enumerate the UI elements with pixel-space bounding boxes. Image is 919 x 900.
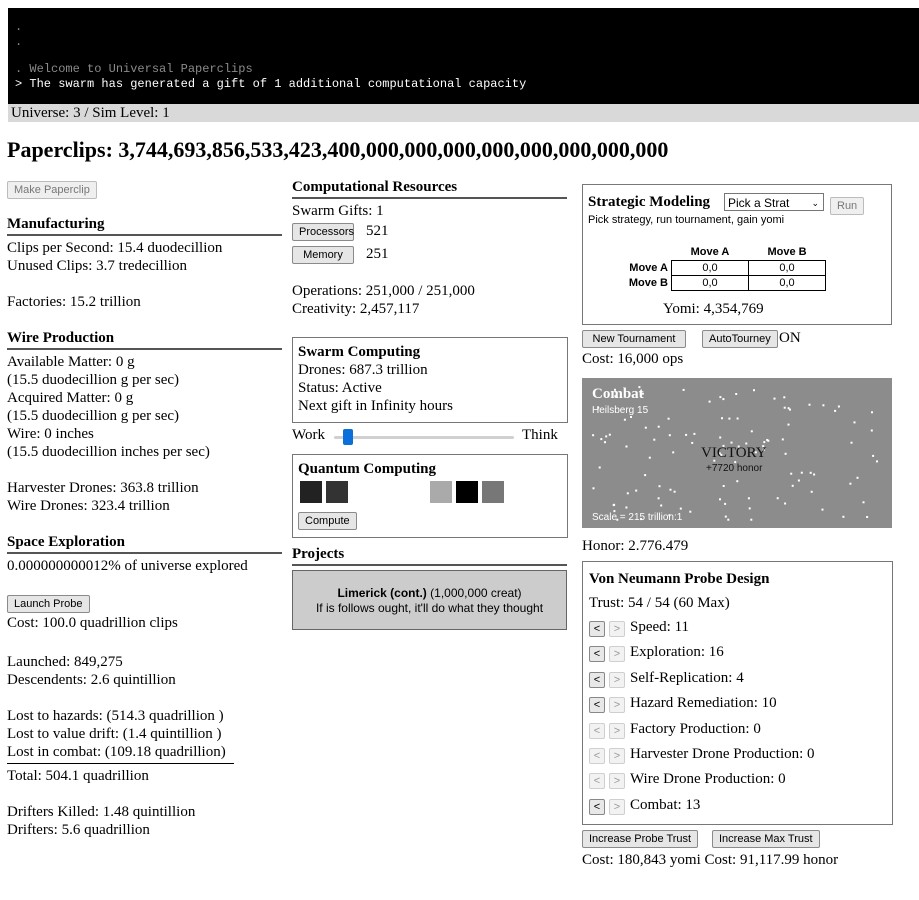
probe-stat-label: Wire Drone Production: 0 (630, 771, 786, 787)
lost-in-combat: Lost in combat: (109.18 quadrillion) (7, 744, 226, 760)
payoff-cell: 0,0 (672, 276, 749, 291)
combat-ship-dot (751, 430, 753, 432)
combat-ship-dot (719, 437, 721, 439)
combat-ship-dot (809, 404, 811, 406)
universe-bar (8, 104, 919, 122)
move-a-header: Move A (690, 246, 730, 258)
creativity: Creativity: 2,457,117 (292, 301, 420, 317)
combat-ship-dot (592, 434, 594, 436)
quantum-chip (300, 481, 322, 503)
combat-ship-dot (774, 398, 776, 400)
clips-per-second: Clips per Second: 15.4 duodecillion (7, 240, 223, 256)
combat-ship-dot (801, 472, 803, 474)
autotourney-state: ON (779, 330, 801, 346)
strategic-subtitle: Pick strategy, run tournament, gain yomi (588, 214, 785, 226)
universe-label: Universe: 3 / Sim Level: 1 (11, 105, 170, 121)
combat-ship-dot (792, 485, 794, 487)
increase-stat-button[interactable]: > (609, 672, 625, 688)
combat-ship-dot (645, 427, 647, 429)
probe-stat-label: Harvester Drone Production: 0 (630, 746, 815, 762)
project-cost: (1,000,000 creat) (430, 586, 522, 600)
swarm-computing-title: Swarm Computing (298, 344, 421, 360)
combat-ship-dot (613, 504, 615, 506)
combat-ship-dot (721, 417, 723, 419)
quantum-chip (456, 481, 478, 503)
combat-ship-dot (783, 396, 785, 398)
combat-ship-dot (788, 424, 790, 426)
chevron-down-icon: ⌄ (811, 198, 819, 208)
combat-ship-dot (691, 442, 693, 444)
available-matter: Available Matter: 0 g (7, 354, 135, 370)
combat-ship-dot (659, 485, 661, 487)
combat-ship-dot (600, 438, 602, 440)
combat-ship-dot (842, 516, 844, 518)
decrease-stat-button[interactable]: < (589, 723, 605, 739)
divider (292, 564, 567, 566)
autotourney-button[interactable]: AutoTourney (702, 330, 778, 348)
combat-ship-dot (723, 485, 725, 487)
combat-ship-dot (728, 418, 730, 420)
probe-design-title: Von Neumann Probe Design (589, 571, 770, 587)
launch-probe-button[interactable]: Launch Probe (7, 595, 90, 613)
combat-ship-dot (649, 457, 651, 459)
combat-result: VICTORY (701, 445, 767, 461)
combat-ship-dot (798, 480, 800, 482)
combat-ship-dot (693, 433, 695, 435)
combat-ship-dot (625, 507, 627, 509)
new-tournament-button[interactable]: New Tournament (582, 330, 686, 348)
decrease-stat-button[interactable]: < (589, 697, 605, 713)
divider (7, 348, 282, 350)
probe-cost: Cost: 100.0 quadrillion clips (7, 615, 178, 631)
decrease-stat-button[interactable]: < (589, 773, 605, 789)
payoff-row-label: Move B (628, 277, 668, 289)
combat-ship-dot (789, 409, 791, 411)
combat-ship-dot (722, 398, 724, 400)
combat-ship-dot (784, 407, 786, 409)
combat-ship-dot (753, 389, 755, 391)
combat-ship-dot (599, 467, 601, 469)
combat-ship-dot (660, 505, 662, 507)
combat-ship-dot (866, 516, 868, 518)
combat-ship-dot (685, 434, 687, 436)
console-log (8, 8, 919, 104)
strategy-select-value: Pick a Strat (728, 196, 790, 210)
increase-max-trust-button[interactable]: Increase Max Trust (712, 830, 820, 848)
slider-thumb[interactable] (343, 429, 353, 445)
swarm-status: Status: Active (298, 380, 382, 396)
combat-ship-dot (626, 446, 628, 448)
wire-production-title: Wire Production (7, 330, 115, 346)
quantum-chip (482, 481, 504, 503)
acquired-matter: Acquired Matter: 0 g (7, 390, 134, 406)
combat-ship-dot (683, 389, 685, 391)
wire-amount: Wire: 0 inches (7, 426, 94, 442)
lost-to-hazards: Lost to hazards: (514.3 quadrillion ) (7, 708, 224, 724)
unused-clips: Unused Clips: 3.7 tredecillion (7, 258, 187, 274)
combat-ship-dot (872, 455, 874, 457)
decrease-stat-button[interactable]: < (589, 621, 605, 637)
combat-ship-dot (813, 474, 815, 476)
wire-rate: (15.5 duodecillion inches per sec) (7, 444, 210, 460)
think-label: Think (522, 427, 558, 443)
harvester-drones: Harvester Drones: 363.8 trillion (7, 480, 199, 496)
processors-value: 521 (366, 223, 389, 239)
combat-ship-dot (749, 507, 751, 509)
decrease-stat-button[interactable]: < (589, 646, 605, 662)
combat-ship-dot (785, 453, 787, 455)
combat-ship-dot (635, 490, 637, 492)
combat-panel (582, 378, 892, 528)
combat-ship-dot (735, 393, 737, 395)
memory-button[interactable]: Memory (292, 246, 354, 264)
combat-ship-dot (737, 418, 739, 420)
combat-honor-gain: +7720 honor (706, 463, 763, 474)
work-think-slider[interactable] (334, 436, 514, 439)
increase-stat-button[interactable]: > (609, 697, 625, 713)
project-limerick-button[interactable] (292, 570, 567, 630)
drifters-killed: Drifters Killed: 1.48 quintillion (7, 804, 196, 820)
strategy-select[interactable] (724, 193, 824, 211)
combat-ship-dot (719, 396, 721, 398)
payoff-row (608, 276, 826, 291)
combat-ship-dot (727, 519, 729, 521)
run-button[interactable]: Run (830, 197, 864, 215)
combat-ship-dot (871, 411, 873, 413)
combat-ship-dot (674, 491, 676, 493)
increase-stat-button[interactable]: > (609, 646, 625, 662)
combat-ship-dot (668, 418, 670, 420)
combat-ship-dot (750, 519, 752, 521)
memory-value: 251 (366, 246, 389, 262)
combat-ship-dot (782, 438, 784, 440)
lost-to-value-drift: Lost to value drift: (1.4 quintillion ) (7, 726, 222, 742)
combat-ship-dot (838, 406, 840, 408)
compute-button[interactable]: Compute (298, 512, 357, 530)
combat-ship-dot (658, 497, 660, 499)
work-label: Work (292, 427, 325, 443)
yomi: Yomi: 4,354,769 (663, 301, 764, 317)
payoff-row-label: Move A (629, 262, 668, 274)
combat-ship-dot (644, 474, 646, 476)
combat-ship-dot (731, 442, 733, 444)
factories: Factories: 15.2 trillion (7, 294, 141, 310)
swarm-computing-panel (292, 337, 568, 423)
combat-ship-dot (593, 487, 595, 489)
payoff-row (608, 261, 826, 276)
increase-stat-button[interactable]: > (609, 748, 625, 764)
quantum-chip (430, 481, 452, 503)
combat-ship-dot (736, 480, 738, 482)
probes-launched: Launched: 849,275 (7, 654, 123, 670)
project-name: Limerick (cont.) (337, 586, 427, 600)
probe-stat-label: Self-Replication: 4 (630, 670, 744, 686)
combat-ship-dot (854, 421, 856, 423)
combat-ship-dot (725, 516, 727, 518)
probe-stat-label: Speed: 11 (630, 619, 690, 635)
payoff-cell: 0,0 (672, 261, 749, 276)
combat-ship-dot (680, 508, 682, 510)
combat-ship-dot (822, 509, 824, 511)
combat-ship-dot (777, 497, 779, 499)
combat-ship-dot (763, 441, 765, 443)
combat-opponent: Heilsberg 15 (592, 405, 649, 416)
combat-ship-dot (810, 472, 812, 474)
quantum-chip (352, 481, 374, 503)
divider (292, 197, 567, 199)
increase-stat-button[interactable]: > (609, 621, 625, 637)
move-b-header: Move B (767, 246, 807, 258)
trust-costs: Cost: 180,843 yomi Cost: 91,117.99 honor (582, 852, 839, 868)
strategic-modeling-title: Strategic Modeling (588, 194, 711, 210)
combat-ship-dot (811, 491, 813, 493)
combat-ship-dot (624, 419, 626, 421)
increase-stat-button[interactable]: > (609, 723, 625, 739)
swarm-gifts: Swarm Gifts: 1 (292, 203, 384, 219)
quantum-chips (300, 481, 520, 503)
combat-scale: Scale = 215 trillion:1 (592, 512, 683, 523)
strategic-modeling-panel (582, 184, 892, 325)
combat-ship-dot (790, 473, 792, 475)
divider (7, 763, 234, 764)
combat-ship-dot (627, 492, 629, 494)
quantum-computing-panel (292, 454, 568, 538)
console-last-line: > The swarm has generated a gift of 1 additional computational capacity (15, 77, 527, 91)
combat-ship-dot (670, 489, 672, 491)
combat-ship-dot (605, 435, 607, 437)
probe-descendents: Descendents: 2.6 quintillion (7, 672, 176, 688)
probe-design-panel (582, 561, 893, 825)
projects-title: Projects (292, 546, 345, 562)
available-matter-rate: (15.5 duodecillion g per sec) (7, 372, 180, 388)
operations: Operations: 251,000 / 251,000 (292, 283, 475, 299)
make-paperclip-button[interactable]: Make Paperclip (7, 181, 97, 199)
divider (7, 234, 282, 236)
combat-title: Combat (592, 386, 644, 402)
quantum-chip (326, 481, 348, 503)
drifters: Drifters: 5.6 quadrillion (7, 822, 150, 838)
probe-stat-label: Exploration: 16 (630, 644, 724, 660)
combat-ship-dot (748, 497, 750, 499)
combat-ship-dot (604, 441, 606, 443)
combat-ship-dot (876, 460, 878, 462)
combat-ship-dot (672, 451, 674, 453)
combat-ship-dot (689, 511, 691, 513)
space-exploration-title: Space Exploration (7, 534, 125, 550)
combat-ship-dot (766, 439, 768, 441)
paperclip-count: Paperclips: 3,744,693,856,533,423,400,000,000,000,000,000,000,000,000 (7, 137, 669, 162)
increase-stat-button[interactable]: > (609, 799, 625, 815)
combat-ship-dot (669, 434, 671, 436)
combat-ship-dot (822, 404, 824, 406)
combat-ship-dot (834, 410, 836, 412)
tournament-cost: Cost: 16,000 ops (582, 351, 684, 367)
increase-probe-trust-button[interactable]: Increase Probe Trust (582, 830, 698, 848)
quantum-chip (404, 481, 426, 503)
computational-resources-title: Computational Resources (292, 179, 458, 195)
swarm-drones: Drones: 687.3 trillion (298, 362, 428, 378)
decrease-stat-button[interactable]: < (589, 748, 605, 764)
probe-stat-label: Hazard Remediation: 10 (630, 695, 777, 711)
combat-ship-dot (863, 501, 865, 503)
combat-ship-dot (784, 503, 786, 505)
universe-explored: 0.000000000012% of universe explored (7, 558, 248, 574)
payoff-grid (608, 245, 826, 291)
decrease-stat-button[interactable]: < (589, 799, 605, 815)
honor: Honor: 2.776.479 (582, 538, 689, 554)
probe-total: Total: 504.1 quadrillion (7, 768, 149, 784)
combat-ship-dot (851, 442, 853, 444)
increase-stat-button[interactable]: > (609, 773, 625, 789)
combat-ship-dot (630, 416, 632, 418)
combat-ship-dot (653, 439, 655, 441)
console-line: . (15, 35, 23, 49)
decrease-stat-button[interactable]: < (589, 672, 605, 688)
combat-ship-dot (724, 503, 726, 505)
combat-ship-dot (709, 401, 711, 403)
project-description: If is follows ought, it'll do what they thought (315, 601, 544, 615)
combat-ship-dot (609, 434, 611, 436)
manufacturing-title: Manufacturing (7, 216, 105, 232)
probe-trust: Trust: 54 / 54 (60 Max) (589, 595, 730, 611)
acquired-matter-rate: (15.5 duodecillion g per sec) (7, 408, 180, 424)
payoff-cell: 0,0 (749, 276, 826, 291)
combat-ship-dot (857, 477, 859, 479)
quantum-computing-title: Quantum Computing (298, 461, 436, 477)
combat-ship-dot (658, 426, 660, 428)
probe-stat-label: Factory Production: 0 (630, 721, 761, 737)
payoff-cell: 0,0 (749, 261, 826, 276)
probe-stat-label: Combat: 13 (630, 797, 701, 813)
console-line: . Welcome to Universal Paperclips (15, 62, 253, 76)
combat-ship-dot (719, 498, 721, 500)
wire-drones: Wire Drones: 323.4 trillion (7, 498, 170, 514)
combat-ship-dot (871, 430, 873, 432)
swarm-next-gift: Next gift in Infinity hours (298, 398, 453, 414)
combat-ship-dot (849, 483, 851, 485)
divider (7, 552, 282, 554)
processors-button[interactable]: Processors (292, 223, 354, 241)
quantum-chip (378, 481, 400, 503)
console-line: . (15, 20, 23, 34)
